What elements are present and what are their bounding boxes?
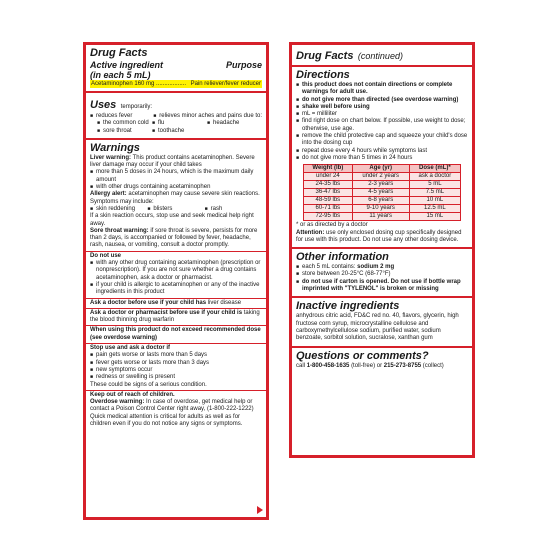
drug-facts-left-panel <box>83 42 269 520</box>
inactive-ingredients-section <box>292 298 472 347</box>
table-cell: 60-71 lbs <box>304 205 353 213</box>
uses-item: ■ sore throat <box>97 128 152 135</box>
drug-facts-right-panel <box>289 42 475 458</box>
allergy-item: ■ blisters <box>147 206 204 213</box>
directions-item: ■ mL = milliliter <box>296 111 468 118</box>
right-panel-title: Drug Facts <box>296 50 354 62</box>
directions-bold-item: ■ do not give more than directed (see overdose warning) <box>296 97 468 104</box>
uses-item: ■ flu <box>152 120 207 127</box>
right-title-section <box>292 45 472 67</box>
inactive-text: anhydrous citric acid, FD&C red no. 40, flavors, glycerin, high fructose corn syrup, microcrystalline cellulose and carboxymethylcellulose sodium, purified water, sodium benzoate, sorbitol solution, sucralose, xanthan gum <box>296 313 459 342</box>
directions-bold-item: ■ this product does not contain directions or complete warnings for adult use. <box>296 82 468 97</box>
table-cell: 48-59 lbs <box>304 197 353 205</box>
liver-warning-text: This product contains acetaminophen. Severe liver damage may occur if your child takes <box>90 154 255 169</box>
liver-warning-label: Liver warning: <box>90 154 132 161</box>
uses-item: ■ the common cold <box>97 120 152 127</box>
table-cell: 2-3 years <box>352 181 409 189</box>
dosing-table <box>303 164 461 221</box>
when-using-text: When using this product do not exceed recommended dose (see overdose warning) <box>90 327 261 341</box>
table-cell: 36-47 lbs <box>304 189 353 197</box>
uses-reduces: ■ reduces fever <box>90 113 132 120</box>
other-carton: ■ do not use if carton is opened. Do not use if bottle wrap imprinted with "TYLENOL" is broken or missing <box>296 279 468 294</box>
right-panel-title-cont: (continued) <box>357 51 403 61</box>
arrow-right-icon <box>257 506 263 514</box>
warnings-title: Warnings <box>90 141 140 154</box>
stop-use-title: Stop use and ask a doctor if <box>90 345 171 352</box>
allergy-after: If a skin reaction occurs, stop use and seek medical help right away. <box>90 213 254 227</box>
ask-doctor-label: Ask a doctor before use if your child has <box>90 299 207 306</box>
questions-title: Questions or comments? <box>296 349 429 362</box>
ingredient-name: Acetaminophen 160 mg <box>91 81 155 87</box>
do-not-use-item: ■ if your child is allergic to acetaminophen or any of the inactive ingredients in this product <box>90 282 262 297</box>
uses-relieves: ■ relieves minor aches and pains due to: <box>153 113 262 120</box>
table-cell: 12.5 mL <box>409 205 460 213</box>
directions-item: ■ repeat dose every 4 hours while symptoms last <box>296 148 468 155</box>
do-not-use-item: ■ with any other drug containing acetaminophen (prescription or nonprescription). If you are not sure whether a drug contains acetaminophen, ask a doctor or pharmacist. <box>90 260 262 282</box>
attention-text: use only enclosed dosing cup specifically designed for use with this product. Do not use any other dosing device. <box>296 229 462 243</box>
stop-use-item: ■ new symptoms occur <box>90 367 262 374</box>
overdose-label: Overdose warning: <box>90 399 145 406</box>
uses-item: ■ toothache <box>152 128 207 135</box>
ask-pharmacist-label: Ask a doctor or pharmacist before use if your child is <box>90 309 243 316</box>
other-sodium-pre: each 5 mL contains: <box>302 264 356 271</box>
liver-item: ■ with other drugs containing acetaminophen <box>90 184 262 191</box>
table-cell: under 24 <box>304 173 353 181</box>
other-info-title: Other information <box>296 251 389 264</box>
other-sodium <box>296 264 468 271</box>
other-store: ■ store between 20-25°C (68-77°F) <box>296 271 468 278</box>
uses-title: Uses <box>90 99 117 111</box>
overdose-text: In case of overdose, get medical help or contact a Poison Control Center right away, (1-800-222-1222) Quick medical attention is critical for adults as well as for children even if you do not notice any signs or symptoms. <box>90 399 254 427</box>
uses-item: ■ headache <box>207 120 262 127</box>
directions-item: ■ remove the child protective cap and squeeze your child's dose into the dosing cup <box>296 133 468 148</box>
table-row <box>304 181 461 189</box>
ingredient-dots: .................. <box>156 81 187 87</box>
stop-use-after: These could be signs of a serious condition. <box>90 381 207 388</box>
table-cell: 6-8 years <box>352 197 409 205</box>
inactive-title: Inactive ingredients <box>296 300 400 313</box>
phone2-note: (collect) <box>422 362 444 369</box>
active-ingredient-sub: (in each 5 mL) <box>90 70 151 80</box>
table-cell: 15 mL <box>409 213 460 221</box>
ingredient-row <box>90 80 262 88</box>
directions-item: ■ do not give more than 5 times in 24 hours <box>296 155 468 162</box>
table-header: Age (yr) <box>352 165 409 173</box>
table-row <box>304 213 461 221</box>
table-cell: 72-95 lbs <box>304 213 353 221</box>
table-header: Weight (lb) <box>304 165 353 173</box>
liver-item: ■ more than 5 doses in 24 hours, which is the maximum daily amount <box>90 169 262 184</box>
keep-out-title: Keep out of reach of children. <box>90 391 175 398</box>
table-cell: ask a doctor <box>409 173 460 181</box>
directions-section <box>292 67 472 249</box>
allergy-item: ■ skin reddening <box>90 206 147 213</box>
table-cell: under 2 years <box>352 173 409 181</box>
table-row <box>304 205 461 213</box>
table-header: Dose (mL)* <box>409 165 460 173</box>
directions-title: Directions <box>296 69 350 81</box>
table-cell: 5 mL <box>409 181 460 189</box>
table-cell: 9-10 years <box>352 205 409 213</box>
table-row <box>304 189 461 197</box>
table-cell: 7.5 mL <box>409 189 460 197</box>
table-note: * or as directed by a doctor <box>296 222 368 229</box>
phone-collect[interactable]: 215-273-8755 <box>383 362 422 369</box>
do-not-use-title: Do not use <box>90 252 121 259</box>
other-sodium-bold: sodium 2 mg <box>357 264 395 271</box>
active-ingredient-label: Active ingredient <box>90 60 164 70</box>
ask-pharmacist-text: taking the blood thinning drug warfarin <box>90 309 260 324</box>
questions-section <box>292 348 472 373</box>
table-cell: 4-5 years <box>352 189 409 197</box>
call-pre: call <box>296 362 306 369</box>
ask-doctor-text: liver disease <box>207 299 242 306</box>
warnings-section <box>86 140 266 431</box>
purpose-label: Purpose <box>225 60 262 70</box>
stop-use-item: ■ fever gets worse or lasts more than 3 days <box>90 360 262 367</box>
table-row <box>304 173 461 181</box>
uses-intro: temporarily: <box>120 104 153 110</box>
phone1-note: (toll-free) or <box>351 362 383 369</box>
ingredient-purpose: Pain reliever/fever reducer <box>190 81 261 87</box>
directions-bold-item: ■ shake well before using <box>296 104 468 111</box>
directions-item: ■ find right dose on chart below. If possible, use weight to dose; otherwise, use age. <box>296 118 468 133</box>
left-panel-title: Drug Facts <box>90 47 148 59</box>
sore-throat-label: Sore throat warning: <box>90 227 149 234</box>
active-ingredient-section <box>86 45 266 93</box>
stop-use-item: ■ redness or swelling is present <box>90 374 262 381</box>
allergy-alert-label: Allergy alert: <box>90 191 127 198</box>
questions-line <box>296 363 468 370</box>
attention-label: Attention: <box>296 229 325 236</box>
uses-section <box>86 93 266 140</box>
other-information-section <box>292 249 472 298</box>
stop-use-item: ■ pain gets worse or lasts more than 5 days <box>90 352 262 359</box>
sore-throat-text: if sore throat is severe, persists for more than 2 days, is accompanied or followed by fever, headache, rash, nausea, or vomiting, consult a doctor promptly. <box>90 227 258 249</box>
allergy-alert-text: acetaminophen may cause severe skin reactions. Symptoms may include: <box>90 191 260 205</box>
phone-toll-free[interactable]: 1-800-458-1635 <box>306 362 350 369</box>
table-cell: 11 years <box>352 213 409 221</box>
allergy-item: ■ rash <box>205 206 262 213</box>
table-cell: 10 mL <box>409 197 460 205</box>
table-cell: 24-35 lbs <box>304 181 353 189</box>
table-row <box>304 197 461 205</box>
